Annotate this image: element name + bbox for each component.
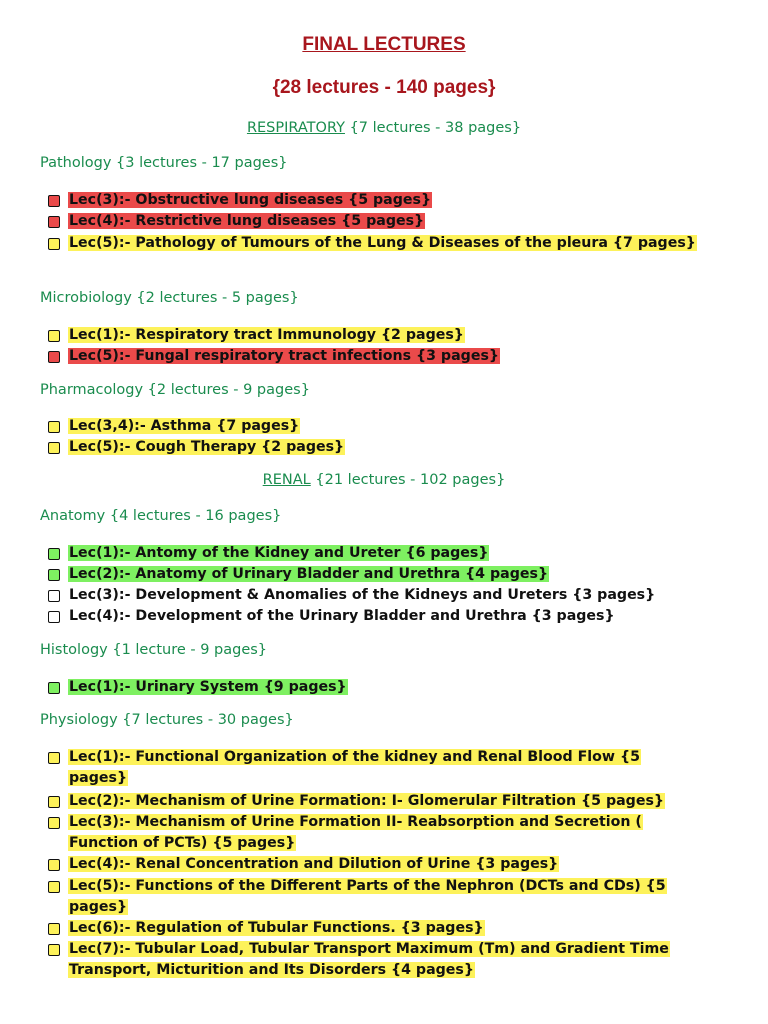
checklist-item[interactable] [48, 677, 728, 698]
checklist-item[interactable] [48, 585, 728, 606]
page-subtitle: {28 lectures - 140 pages} [272, 77, 496, 98]
item-label: Lec(5):- Fungal respiratory tract infections {3 pages} [69, 348, 499, 364]
section-summary: {21 lectures - 102 pages} [315, 472, 506, 488]
item-label: Lec(3):- Mechanism of Urine Formation II- Reabsorption and Secretion ( Function of PCTs) {5 pages} [69, 814, 642, 851]
checklist-item[interactable] [48, 939, 728, 981]
subject-heading-microbiology: Microbiology {2 lectures - 5 pages} [40, 290, 299, 306]
item-label: Lec(4):- Renal Concentration and Dilution of Urine {3 pages} [69, 856, 559, 872]
checkbox-icon[interactable] [48, 923, 60, 935]
checklist-item[interactable] [48, 854, 728, 875]
checkbox-icon[interactable] [48, 238, 60, 250]
subject-heading-anatomy: Anatomy {4 lectures - 16 pages} [40, 508, 282, 524]
item-label: Lec(7):- Tubular Load, Tubular Transport Maximum (Tm) and Gradient Time Transport, Micturition and Its Disorders {4 pages} [69, 941, 669, 978]
checklist-item[interactable] [48, 211, 728, 232]
subject-heading-pathology: Pathology {3 lectures - 17 pages} [40, 155, 288, 171]
page-title: FINAL LECTURES [302, 34, 466, 55]
checkbox-icon[interactable] [48, 881, 60, 893]
checkbox-icon[interactable] [48, 330, 60, 342]
checkbox-icon[interactable] [48, 682, 60, 694]
checklist-item[interactable] [48, 233, 728, 254]
checkbox-icon[interactable] [48, 817, 60, 829]
section-name: RESPIRATORY [246, 120, 345, 136]
item-label: Lec(1):- Antomy of the Kidney and Ureter {6 pages} [69, 545, 489, 561]
checkbox-icon[interactable] [48, 611, 60, 623]
item-label: Lec(3,4):- Asthma {7 pages} [69, 418, 300, 434]
item-label: Lec(2):- Mechanism of Urine Formation: I- Glomerular Filtration {5 pages} [69, 793, 664, 809]
checkbox-icon[interactable] [48, 590, 60, 602]
item-label: Lec(3):- Obstructive lung diseases {5 pages} [69, 192, 432, 208]
checklist-item[interactable] [48, 346, 728, 367]
checkbox-icon[interactable] [48, 351, 60, 363]
subject-heading-histology: Histology {1 lecture - 9 pages} [40, 642, 268, 658]
checkbox-icon[interactable] [48, 421, 60, 433]
item-label: Lec(3):- Development & Anomalies of the Kidneys and Ureters {3 pages} [69, 587, 656, 603]
item-label: Lec(2):- Anatomy of Urinary Bladder and Urethra {4 pages} [69, 566, 549, 582]
item-label: Lec(1):- Functional Organization of the kidney and Renal Blood Flow {5 pages} [69, 749, 640, 786]
checklist-item[interactable] [48, 564, 728, 585]
checklist-item[interactable] [48, 606, 728, 627]
checkbox-icon[interactable] [48, 216, 60, 228]
checklist-item[interactable] [48, 747, 728, 789]
section-heading-renal [0, 472, 768, 488]
item-label: Lec(1):- Urinary System {9 pages} [69, 679, 347, 695]
checkbox-icon[interactable] [48, 752, 60, 764]
checkbox-icon[interactable] [48, 548, 60, 560]
checkbox-icon[interactable] [48, 195, 60, 207]
checkbox-icon[interactable] [48, 944, 60, 956]
item-label: Lec(5):- Pathology of Tumours of the Lung & Diseases of the pleura {7 pages} [69, 235, 696, 251]
item-label: Lec(4):- Restrictive lung diseases {5 pages} [69, 213, 425, 229]
subject-heading-physiology: Physiology {7 lectures - 30 pages} [40, 712, 294, 728]
section-name: RENAL [262, 472, 311, 488]
section-heading-respiratory [0, 120, 768, 136]
checkbox-icon[interactable] [48, 442, 60, 454]
checklist-item[interactable] [48, 325, 728, 346]
item-label: Lec(6):- Regulation of Tubular Functions. {3 pages} [69, 920, 484, 936]
checklist-item[interactable] [48, 791, 728, 812]
checklist-item[interactable] [48, 812, 728, 854]
subject-heading-pharmacology: Pharmacology {2 lectures - 9 pages} [40, 382, 310, 398]
checklist-item[interactable] [48, 190, 728, 211]
checklist-item[interactable] [48, 543, 728, 564]
item-label: Lec(4):- Development of the Urinary Bladder and Urethra {3 pages} [69, 608, 615, 624]
checkbox-icon[interactable] [48, 796, 60, 808]
checklist-item[interactable] [48, 416, 728, 437]
checkbox-icon[interactable] [48, 569, 60, 581]
item-label: Lec(5):- Functions of the Different Parts of the Nephron (DCTs and CDs) {5 pages} [69, 878, 666, 915]
checklist-item[interactable] [48, 876, 728, 918]
checklist-item[interactable] [48, 437, 728, 458]
section-summary: {7 lectures - 38 pages} [349, 120, 522, 136]
item-label: Lec(1):- Respiratory tract Immunology {2 pages} [69, 327, 464, 343]
checkbox-icon[interactable] [48, 859, 60, 871]
item-label: Lec(5):- Cough Therapy {2 pages} [69, 439, 345, 455]
checklist-item[interactable] [48, 918, 728, 939]
